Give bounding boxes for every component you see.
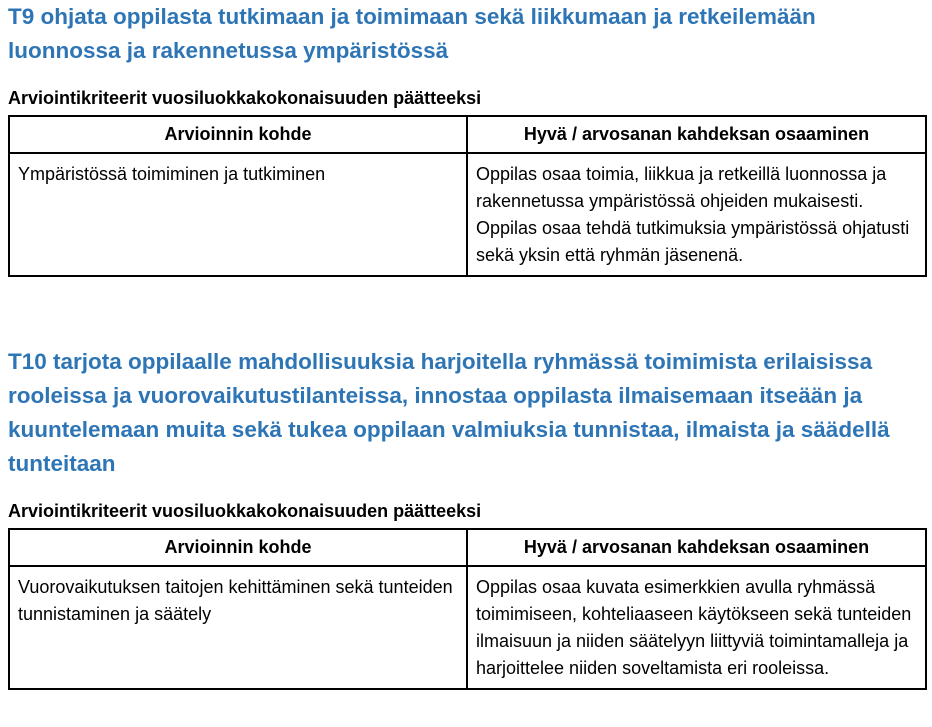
- criteria-table-t10: [8, 528, 927, 690]
- section-heading-t9: T9 ohjata oppilasta tutkimaan ja toimimaan sekä liikkumaan ja retkeilemään luonnossa ja rakennetussa ympäristössä: [8, 4, 816, 63]
- assessment-target-cell: Ympäristössä toimiminen ja tutkiminen: [9, 153, 467, 276]
- column-header-grade-eight-competence: Hyvä / arvosanan kahdeksan osaaminen: [467, 116, 926, 153]
- assessment-target-cell: Vuorovaikutuksen taitojen kehittäminen sekä tunteiden tunnistaminen ja säätely: [9, 566, 467, 689]
- column-header-assessment-target: Arvioinnin kohde: [9, 529, 467, 566]
- competence-description-cell: Oppilas osaa toimia, liikkua ja retkeillä luonnossa ja rakennetussa ympäristössä ohjeiden mukaisesti. Oppilas osaa tehdä tutkimuksia ympäristössä ohjatusti sekä yksin että ryhmän jäsenenä.: [467, 153, 926, 276]
- column-header-grade-eight-competence: Hyvä / arvosanan kahdeksan osaaminen: [467, 529, 926, 566]
- criteria-subheading-t10: Arviointikriteerit vuosiluokkakokonaisuuden päätteeksi: [8, 501, 482, 521]
- table-header-row: [9, 529, 926, 566]
- criteria-subheading-t9: Arviointikriteerit vuosiluokkakokonaisuuden päätteeksi: [8, 88, 482, 108]
- table-row: [9, 566, 926, 689]
- criteria-table-t9: [8, 115, 927, 277]
- table-row: [9, 153, 926, 276]
- column-header-assessment-target: Arvioinnin kohde: [9, 116, 467, 153]
- table-header-row: [9, 116, 926, 153]
- competence-description-cell: Oppilas osaa kuvata esimerkkien avulla ryhmässä toimimiseen, kohteliaaseen käytökseen sekä tunteiden ilmaisuun ja niiden säätelyyn liittyviä toimintamalleja ja harjoittelee niiden soveltamista eri rooleissa.: [467, 566, 926, 689]
- section-heading-t10: T10 tarjota oppilaalle mahdollisuuksia harjoitella ryhmässä toimimista erilaisissa rooleissa ja vuorovaikutustilanteissa, innostaa oppilasta ilmaisemaan itseään ja kuuntelemaan muita sekä tukea oppilaan valmiuksia tunnistaa, ilmaista ja säädellä tunteitaan: [8, 349, 890, 476]
